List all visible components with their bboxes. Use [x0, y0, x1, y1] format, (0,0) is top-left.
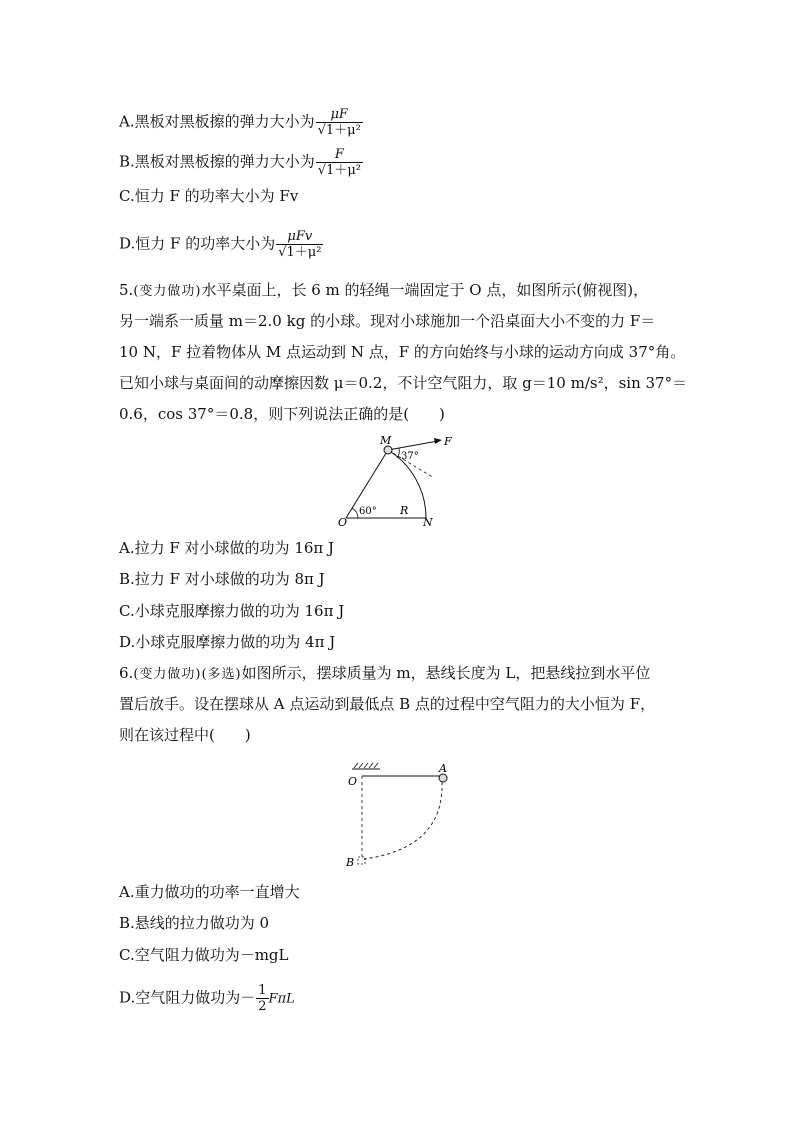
label-O: O [348, 775, 358, 788]
q5-option-d: D.小球克服摩擦力做的功为 4π J [119, 633, 336, 651]
q5-stem-line-1 [119, 280, 648, 302]
q5-tag: (变力做功) [133, 284, 202, 299]
fraction-denominator: √1＋μ² [317, 163, 362, 178]
q4-option-a-fraction [316, 107, 363, 138]
q6-option-d-tail: FπL [268, 991, 295, 1007]
q5-stem-line-5: 0.6，cos 37°＝0.8，则下列说法正确的是( ) [119, 405, 445, 423]
q6-figure [340, 758, 460, 873]
swing-path-dashed [364, 782, 442, 859]
q6-option-d-text: D.空气阻力做功为－ [119, 988, 256, 1007]
q6-number: 6. [119, 664, 134, 682]
ball-B-dashed [358, 857, 365, 864]
q6-line1-text: 如图所示，摆球质量为 m，悬线长度为 L，把悬线拉到水平位 [241, 664, 651, 682]
q4-option-d-fraction [276, 229, 323, 260]
ceiling-hatch [354, 763, 378, 768]
label-N: N [423, 516, 433, 529]
fraction-denominator: 2 [258, 999, 267, 1014]
q6-option-b: B.悬线的拉力做功为 0 [119, 914, 270, 932]
q6-stem-line-2: 置后放手。设在摆球从 A 点运动到最低点 B 点的过程中空气阻力的大小恒为 F， [119, 695, 656, 713]
fraction-numerator: μFv [287, 229, 313, 244]
label-60: 60° [359, 506, 377, 517]
q4-option-c: C.恒力 F 的功率大小为 Fv [119, 187, 299, 205]
q6-option-d-fraction [256, 983, 268, 1014]
q5-stem-line-2: 另一端系一质量 m＝2.0 kg 的小球。现对小球施加一个沿桌面大小不变的力 F＝ [119, 312, 656, 330]
fraction-denominator: √1＋μ² [278, 245, 322, 260]
q5-figure [330, 430, 480, 530]
arrowhead-icon [434, 438, 442, 444]
q4-option-b [119, 147, 363, 178]
q4-option-a-text: A.黑板对黑板擦的弹力大小为 [119, 112, 315, 131]
label-M: M [380, 434, 392, 447]
q5-option-b: B.拉力 F 对小球做的功为 8π J [119, 570, 325, 588]
label-37: 37° [401, 451, 419, 462]
label-O: O [338, 516, 348, 529]
q5-stem-line-3: 10 N，F 拉着物体从 M 点运动到 N 点，F 的方向始终与小球的运动方向成 37°角。 [119, 343, 686, 361]
q4-option-d [119, 229, 323, 260]
fraction-numerator: 1 [258, 983, 267, 998]
q4-option-a [119, 107, 363, 138]
q4-option-b-text: B.黑板对黑板擦的弹力大小为 [119, 152, 315, 171]
q6-stem-line-1 [119, 663, 650, 685]
q6-stem-line-3: 则在该过程中( ) [119, 726, 251, 744]
label-F: F [444, 435, 452, 448]
q6-option-a: A.重力做功的功率一直增大 [119, 883, 300, 901]
q5-stem-line-4: 已知小球与桌面间的动摩擦因数 μ＝0.2，不计空气阻力，取 g＝10 m/s²，sin 37°＝ [119, 374, 688, 392]
label-A: A [439, 762, 447, 775]
q6-tag: (变力做功)(多选) [133, 667, 242, 682]
q5-number: 5. [119, 281, 134, 299]
q6-option-c: C.空气阻力做功为－mgL [119, 946, 289, 964]
q5-line1-text: 水平桌面上，长 6 m 的轻绳一端固定于 O 点，如图所示(俯视图)， [201, 281, 649, 299]
force-arrow-F [388, 441, 438, 450]
pendulum-ball-A [439, 774, 447, 782]
fraction-numerator: F [334, 147, 344, 162]
label-R: R [400, 504, 409, 517]
q4-option-d-text: D.恒力 F 的功率大小为 [119, 234, 276, 253]
q6-option-d [119, 983, 295, 1014]
q4-option-b-fraction [316, 147, 363, 178]
angle-arc-60 [352, 508, 358, 518]
label-B: B [346, 856, 355, 869]
fraction-numerator: μF [330, 107, 348, 122]
q5-option-a: A.拉力 F 对小球做的功为 16π J [119, 539, 335, 557]
q5-option-c: C.小球克服摩擦力做的功为 16π J [119, 602, 345, 620]
ball-M [384, 446, 392, 454]
fraction-denominator: √1＋μ² [317, 123, 361, 138]
